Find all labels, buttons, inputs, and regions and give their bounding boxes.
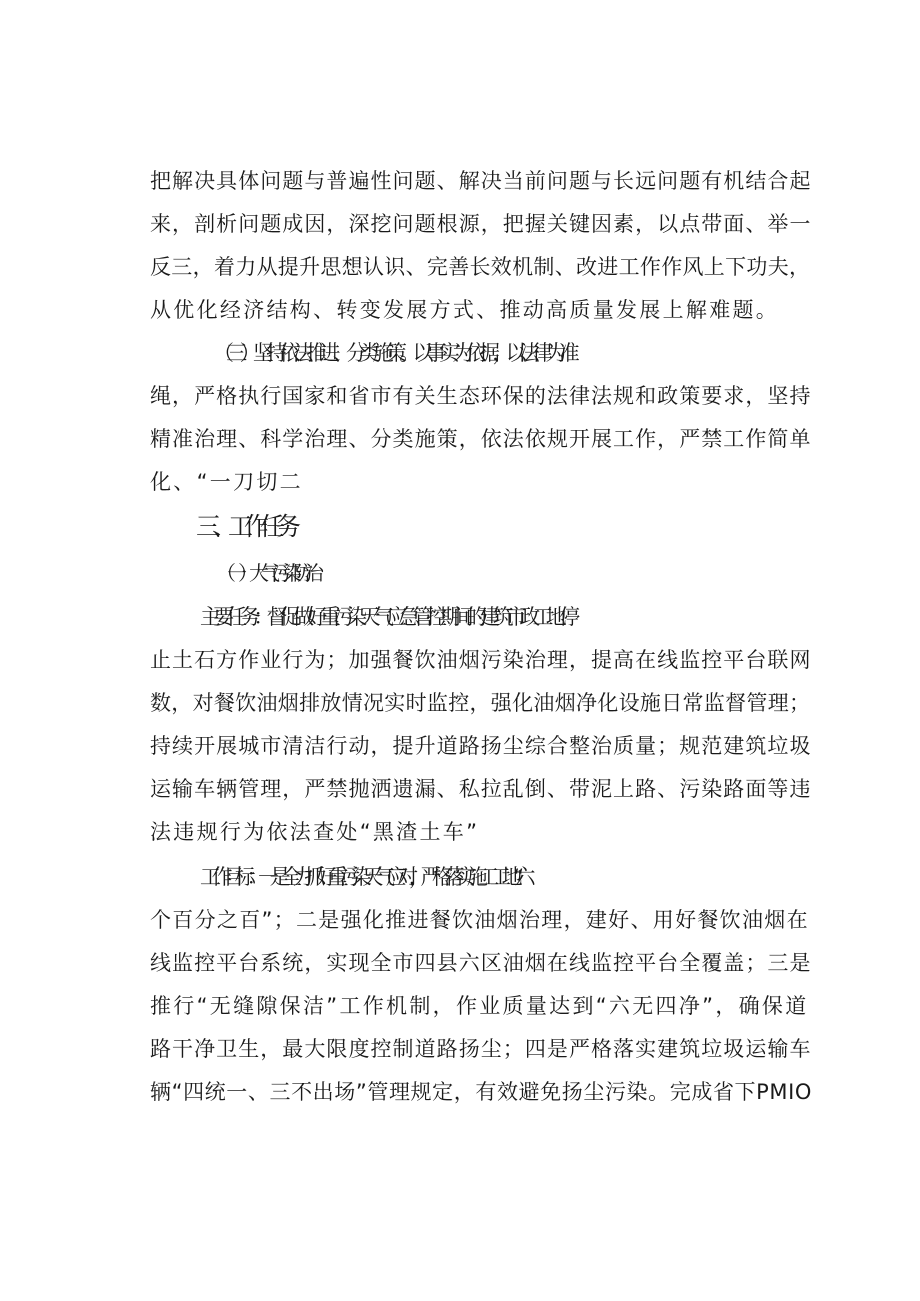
para1-line-1: 把解决具体问题与普遍性问题、解决当前问题与长远问题有机结合起 <box>150 169 812 193</box>
subsection-heading: （一）大气污染防治 <box>216 563 315 585</box>
para1-line-3: 反三，着力从提升思想认识、完善长效机制、改进工作作风上下功夫， <box>150 255 811 279</box>
para3-line-5: 运输车辆管理，严禁抛洒遗漏、私拉乱倒、带泥上路、污染路面等违 <box>150 777 812 801</box>
para3-line-3: 数，对餐饮油烟排放情况实时监控，强化油烟净化设施日常监督管理； <box>150 691 811 715</box>
para3-line-2: 止土石方作业行为；加强餐饮油烟污染治理，提高在线监控平台联网 <box>150 648 812 672</box>
para4-line-2: 个百分之百”；二是强化推进餐饮油烟治理，建好、用好餐饮油烟在 <box>150 908 809 932</box>
para3-line-6: 法违规行为依法查处“黑渣土车” <box>150 820 480 844</box>
para4-line-6: 辆“四统一、三不出场”管理规定，有效避免扬尘污染。完成省下PMIO <box>150 1080 813 1104</box>
para1-line-4: 从优化经济结构、转变发展方式、推动高质量发展上解难题。 <box>150 298 780 322</box>
para3-line-4: 持续开展城市清洁行动，提升道路扬尘综合整治质量；规范建筑垃圾 <box>150 734 812 758</box>
para2-line-4: 化、“一刀切二 <box>150 470 303 494</box>
para3-line-1: 主要任务：督促做好重污染天气应急管控期间的建筑市政工地停 <box>200 605 573 629</box>
para4-line-5: 路干净卫生，最大限度控制道路扬尘；四是严格落实建筑垃圾运输车 <box>150 1037 812 1061</box>
para1-line-2: 来，剖析问题成因，深挖问题根源，把握关键因素，以点带面、举一 <box>150 212 812 236</box>
para4-line-1: 工作目标：一是全力抓好重污染天气应对，严格落实施工工地“六 <box>200 865 527 889</box>
para2-line-1: （三）坚持依法推进、分类施策。以事实为依据，以法律为准 <box>213 341 573 365</box>
para2-line-2: 绳，严格执行国家和省市有关生态环保的法律法规和政策要求，坚持 <box>150 384 812 408</box>
para4-line-3: 线监控平台系统，实现全市四县六区油烟在线监控平台全覆盖；三是 <box>150 951 812 975</box>
para4-line-4: 推行“无缝隙保洁”工作机制，作业质量达到“六无四净”，确保道 <box>150 994 809 1018</box>
section-heading: 三、工作任务 <box>196 513 293 541</box>
para2-line-3: 精准治理、科学治理、分类施策，依法依规开展工作，严禁工作简单 <box>150 427 812 451</box>
